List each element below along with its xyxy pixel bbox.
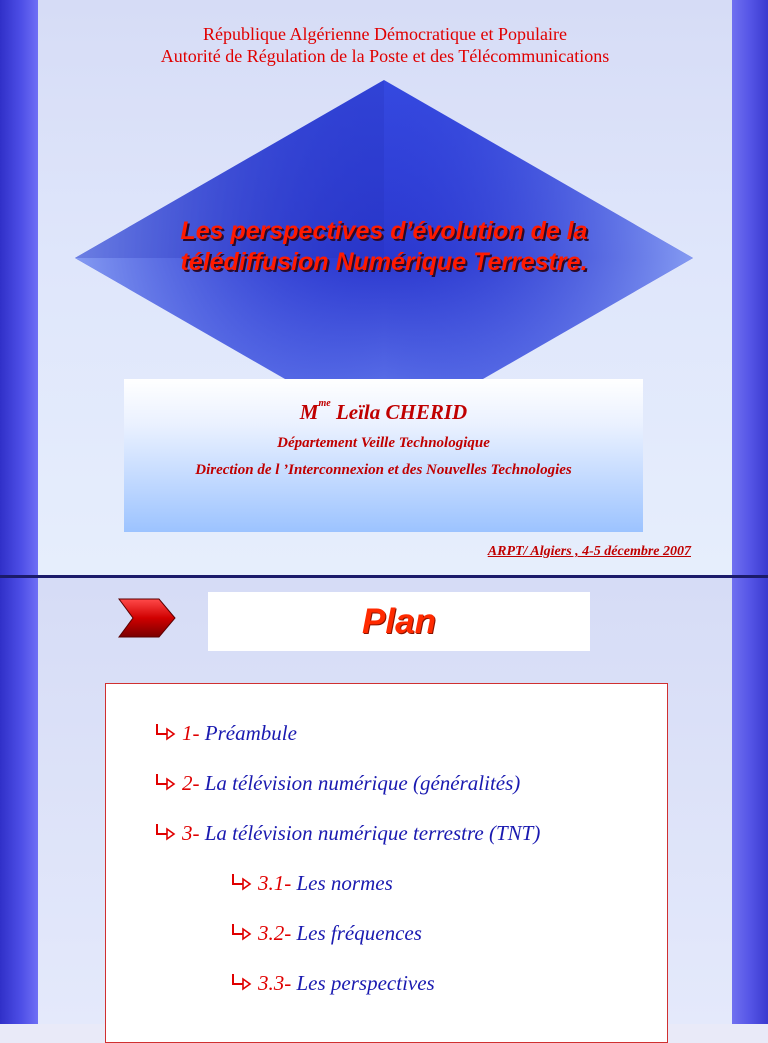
curved-arrow-icon: [154, 722, 178, 742]
list-item: [154, 820, 540, 846]
author-title-prefix: M: [299, 400, 319, 424]
plan-title-box: [208, 592, 590, 651]
title-line-1: Les perspectives d’évolution de la: [180, 217, 588, 245]
red-chevron-icon: [117, 597, 177, 639]
curved-arrow-icon: [230, 972, 254, 992]
item-number: 3.2-: [258, 921, 292, 945]
right-side-bar: [732, 578, 768, 1024]
author-title-sup: me: [318, 398, 331, 409]
author-name: [124, 399, 643, 425]
right-side-bar: [732, 0, 768, 577]
author-box: [124, 379, 643, 532]
header-line-1: République Algérienne Démocratique et Populaire: [203, 24, 567, 44]
item-number: 3-: [182, 821, 200, 845]
curved-arrow-icon: [230, 922, 254, 942]
item-number: 2-: [182, 771, 200, 795]
item-text: Les perspectives: [291, 971, 435, 995]
author-direction: Direction de l ’Interconnexion et des Nouvelles Technologies: [195, 462, 572, 478]
plan-title: Plan: [362, 602, 436, 641]
list-item: [154, 720, 297, 746]
event-date: ARPT/ Algiers , 4-5 décembre 2007: [487, 544, 691, 559]
plan-list: [105, 683, 668, 1043]
curved-arrow-icon: [230, 872, 254, 892]
left-side-bar: [0, 0, 38, 577]
item-text: Les normes: [291, 871, 393, 895]
slide-title: [80, 216, 688, 278]
organization-header: [38, 23, 732, 67]
curved-arrow-icon: [154, 772, 178, 792]
title-line-2: télédiffusion Numérique Terrestre.: [180, 248, 588, 276]
item-text: La télévision numérique terrestre (TNT): [199, 821, 541, 845]
list-item: [230, 970, 435, 996]
item-text: Préambule: [199, 721, 297, 745]
curved-arrow-icon: [154, 822, 178, 842]
item-number: 3.3-: [258, 971, 292, 995]
list-item: [154, 770, 520, 796]
left-side-bar: [0, 578, 38, 1024]
list-item: [230, 870, 393, 896]
item-number: 1-: [182, 721, 200, 745]
item-text: La télévision numérique (généralités): [199, 771, 521, 795]
author-name-text: Leïla CHERID: [330, 400, 468, 424]
author-department: Département Veille Technologique: [277, 435, 490, 451]
header-line-2: Autorité de Régulation de la Poste et des Télécommunications: [160, 46, 610, 66]
item-number: 3.1-: [258, 871, 292, 895]
list-item: [230, 920, 422, 946]
item-text: Les fréquences: [291, 921, 422, 945]
